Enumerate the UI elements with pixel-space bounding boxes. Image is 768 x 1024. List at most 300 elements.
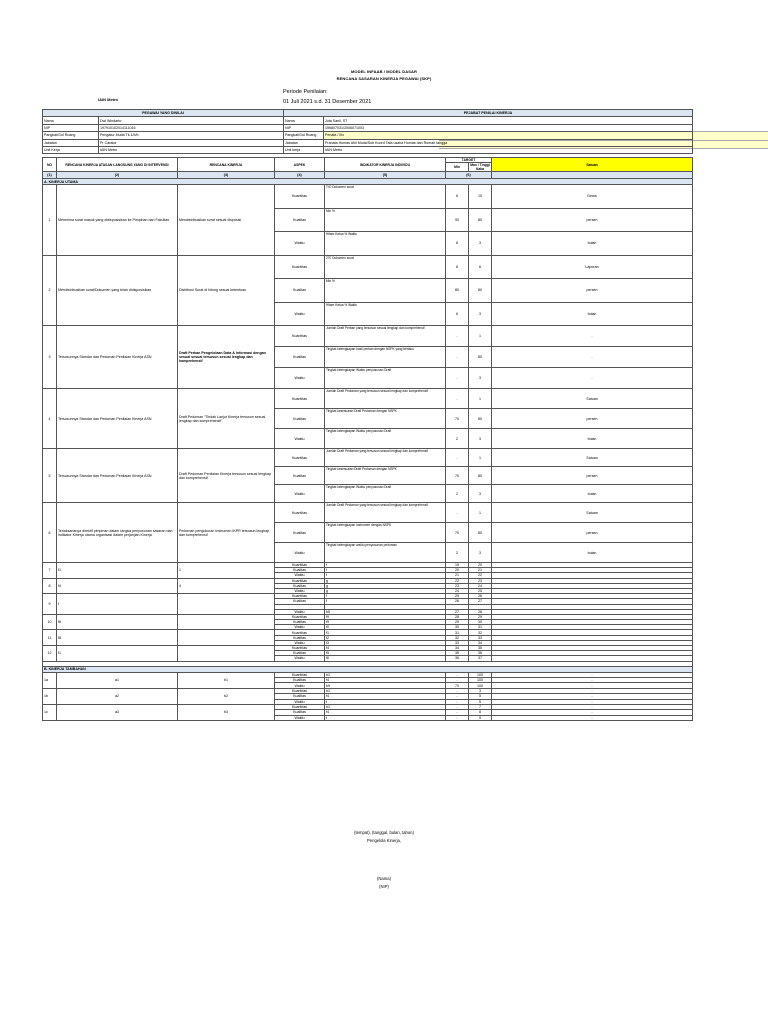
unit: persen bbox=[492, 467, 693, 485]
appraiser-field-label: Pangkat/Gol Ruang bbox=[284, 132, 324, 139]
row-number: 9 bbox=[43, 594, 57, 615]
target-max: 26 bbox=[469, 594, 492, 599]
appraiser-field-value: IAIN Metro bbox=[324, 146, 693, 153]
unit: bulan bbox=[492, 485, 693, 503]
target-min: - bbox=[446, 389, 469, 409]
target-min: 6 bbox=[446, 255, 469, 279]
appraisee-field-value: Pr Caraka bbox=[99, 139, 284, 146]
target-min: - bbox=[446, 449, 469, 467]
atasan-plan: a2 bbox=[57, 688, 178, 704]
col-rk-atasan: RENCANA KINERJA ATASAN LANGSUNG YANG DI INTERVENSI bbox=[57, 158, 178, 172]
aspect: Kualitas bbox=[275, 208, 325, 232]
atasan-plan: f bbox=[57, 594, 178, 615]
row-number: 1b bbox=[43, 688, 57, 704]
period-value: 01 Juli 2021 s.d. 31 Desember 2021 bbox=[283, 99, 372, 105]
col-target: TARGET bbox=[446, 158, 492, 163]
unit: Satuan bbox=[492, 503, 693, 523]
indicator: Tingkat kelengkapan Waktu penyusunan Draft bbox=[325, 368, 446, 389]
target-max: 80 bbox=[469, 409, 492, 429]
indicator: b1 bbox=[325, 704, 446, 709]
section-kinerja-utama: A. KINERJA UTAMA bbox=[43, 179, 693, 185]
target-min: 34 bbox=[446, 646, 469, 651]
indicator: f bbox=[325, 699, 446, 704]
indicator: b1 bbox=[325, 672, 446, 677]
indicator: f bbox=[325, 568, 446, 573]
atasan-plan: Terlaksananya direktif pimpinan dalam rangka penyusunan sasaran dan indikator Kinerja utama organisasi dalam perjanjian Kinerja bbox=[57, 503, 178, 563]
col-indikator: INDIKATOR KINERJA INDIVIDU bbox=[325, 158, 446, 172]
appraiser-title: PEJABAT PENILAI KINERJA bbox=[284, 110, 693, 117]
target-max: 27 bbox=[469, 599, 492, 604]
indicator: Tingkat kelengkapan waktu penyusunan pedoman bbox=[325, 543, 446, 563]
target-min: 6 bbox=[446, 232, 469, 256]
indicator: Tingkat kesesuaian Draft Pedoman dengan NSPK bbox=[325, 409, 446, 429]
target-min: 26 bbox=[446, 599, 469, 604]
indicator: Tingkat kelengkapan instrumen dengan NSPK bbox=[325, 523, 446, 543]
row-number: 12 bbox=[43, 646, 57, 662]
aspect: Waktu bbox=[275, 429, 325, 449]
identity-row bbox=[43, 146, 693, 153]
target-max: 80 bbox=[469, 279, 492, 303]
target-min: - bbox=[446, 704, 469, 709]
target-min: 28 bbox=[446, 614, 469, 619]
row-number: 11 bbox=[43, 630, 57, 646]
target-max: 100 bbox=[469, 683, 492, 688]
target-max: 30 bbox=[469, 620, 492, 625]
table-row bbox=[43, 389, 693, 409]
aspect: Kualitas bbox=[275, 279, 325, 303]
indicator: f bbox=[325, 573, 446, 578]
target-min: 19 bbox=[446, 563, 469, 568]
indicator: f bbox=[325, 715, 446, 720]
target-max: 3 bbox=[469, 485, 492, 503]
target-min: - bbox=[446, 368, 469, 389]
unit: - bbox=[492, 699, 693, 704]
unit: - bbox=[492, 688, 693, 693]
indicator: Tingkat kelengkapan Waktu penyusunan Draft bbox=[325, 485, 446, 503]
unit: persen bbox=[492, 523, 693, 543]
target-max: 3 bbox=[469, 543, 492, 563]
aspect: Kualitas bbox=[275, 583, 325, 588]
target-min: - bbox=[446, 688, 469, 693]
target-max: 80 bbox=[469, 208, 492, 232]
target-min: - bbox=[446, 672, 469, 677]
aspect: Kuantitas bbox=[275, 594, 325, 599]
row-number: 1c bbox=[43, 704, 57, 720]
target-min: 80 bbox=[446, 279, 469, 303]
unit: - bbox=[492, 672, 693, 677]
table-row bbox=[43, 503, 693, 523]
aspect: Kualitas bbox=[275, 568, 325, 573]
appraiser-field-label: Nama bbox=[284, 117, 324, 124]
target-max: 5 bbox=[469, 694, 492, 699]
period-label: Periode Penilaian: bbox=[283, 89, 328, 95]
indicator: f9 bbox=[325, 614, 446, 619]
target-min: 2 bbox=[446, 485, 469, 503]
atasan-plan: Tersusunnya Standar dan Pedoman Penilaian Kinerja ASN bbox=[57, 389, 178, 449]
row-number: 7 bbox=[43, 563, 57, 579]
indicator: f0 bbox=[325, 625, 446, 630]
indicator: Min % bbox=[325, 279, 446, 303]
aspect: Waktu bbox=[275, 573, 325, 578]
target-min: 32 bbox=[446, 635, 469, 640]
aspect: Kualitas bbox=[275, 710, 325, 715]
row-number: 8 bbox=[43, 578, 57, 594]
target-min: 33 bbox=[446, 640, 469, 645]
target-max: 5 bbox=[469, 699, 492, 704]
appraisee-title: PEGAWAI YANG DINILAI bbox=[43, 110, 284, 117]
indicator: b9 bbox=[325, 683, 446, 688]
aspect: Kuantitas bbox=[275, 389, 325, 409]
aspect: Kualitas bbox=[275, 635, 325, 640]
row-number: 4 bbox=[43, 389, 57, 449]
aspect: Kuantitas bbox=[275, 630, 325, 635]
unit: - bbox=[492, 368, 693, 389]
indicator: b1 bbox=[325, 688, 446, 693]
col-satuan: Satuan bbox=[492, 158, 693, 172]
section-kinerja-tambahan: B. KINERJA TAMBAHAN bbox=[43, 666, 693, 672]
skp-table bbox=[42, 157, 693, 721]
indicator: Jumlah Draft Pedoman yang tersusun sesuai lengkap dan komprehensif bbox=[325, 449, 446, 467]
aspect: Waktu bbox=[275, 683, 325, 688]
unit: Satuan bbox=[492, 389, 693, 409]
target-max: 3 bbox=[469, 688, 492, 693]
indicator: f5 bbox=[325, 651, 446, 656]
row-number: 1 bbox=[43, 185, 57, 256]
unit: persen bbox=[492, 279, 693, 303]
target-min: 20 bbox=[446, 568, 469, 573]
unit: Dewa bbox=[492, 185, 693, 209]
indicator: Jumlah Draft Pedoman yang tersusun sesuai lengkap dan komprehensif bbox=[325, 503, 446, 523]
appraisee-field-label: Pangkat/Gol Ruang bbox=[43, 132, 99, 139]
target-min: 90 bbox=[446, 208, 469, 232]
aspect: Kuantitas bbox=[275, 449, 325, 467]
col-number: (1) bbox=[43, 172, 57, 179]
appraisee-field-label: NIP bbox=[43, 124, 99, 131]
target-max: 31 bbox=[469, 625, 492, 630]
aspect: Kualitas bbox=[275, 651, 325, 656]
performance-plan: Pedoman pengukuran Instrumen IKPR tersusun lengkap dan komprehensif bbox=[178, 503, 275, 563]
indicator: g bbox=[325, 583, 446, 588]
signature-role: Pengelola Kinerja, bbox=[367, 838, 401, 843]
target-min: 27 bbox=[446, 609, 469, 614]
appraisee-field-value: Dwi Windarto bbox=[99, 117, 284, 124]
indicator: g bbox=[325, 588, 446, 593]
atasan-plan: a1 bbox=[57, 672, 178, 688]
target-max: 33 bbox=[469, 635, 492, 640]
unit: bulan bbox=[492, 232, 693, 256]
table-row bbox=[43, 255, 693, 279]
aspect: Kuantitas bbox=[275, 578, 325, 583]
col-number: (2) bbox=[57, 172, 178, 179]
unit: persen bbox=[492, 208, 693, 232]
atasan-plan: f1 bbox=[57, 646, 178, 662]
performance-plan: Distribusi Surat di hitung sesuai ketentuan bbox=[178, 255, 275, 326]
target-max: 24 bbox=[469, 583, 492, 588]
unit: - bbox=[492, 710, 693, 715]
target-max: 6 bbox=[469, 255, 492, 279]
atasan-plan: Tersusunnya Standar dan Pedoman Penilaian Kinerja ASN bbox=[57, 326, 178, 389]
target-min: 24 bbox=[446, 588, 469, 593]
appraisee-field-label: Nama bbox=[43, 117, 99, 124]
indicator: b5 bbox=[325, 609, 446, 614]
target-min: 35 bbox=[446, 651, 469, 656]
unit: - bbox=[492, 326, 693, 347]
unit: - bbox=[492, 704, 693, 709]
target-max: 100 bbox=[469, 677, 492, 682]
col-no: NO bbox=[43, 158, 57, 172]
performance-plan bbox=[178, 614, 275, 630]
appraisee-field-label: Jabatan bbox=[43, 139, 99, 146]
aspect: Kuantitas bbox=[275, 614, 325, 619]
target-max: 32 bbox=[469, 630, 492, 635]
aspect: Waktu bbox=[275, 715, 325, 720]
indicator: f4 bbox=[325, 677, 446, 682]
target-min: 25 bbox=[446, 594, 469, 599]
aspect: Kuantitas bbox=[275, 646, 325, 651]
target-min: - bbox=[446, 503, 469, 523]
table-row bbox=[43, 449, 693, 467]
target-min: - bbox=[446, 710, 469, 715]
aspect: Kualitas bbox=[275, 620, 325, 625]
aspect: Waktu bbox=[275, 232, 325, 256]
col-number: (5) bbox=[325, 172, 446, 179]
aspect: Kuantitas bbox=[275, 185, 325, 209]
col-number: (3) bbox=[178, 172, 275, 179]
indicator: g bbox=[325, 578, 446, 583]
target-min: 36 bbox=[446, 656, 469, 661]
col-min: Min bbox=[446, 163, 469, 172]
target-max: 20 bbox=[469, 563, 492, 568]
unit: bulan bbox=[492, 302, 693, 326]
target-min: 70 bbox=[446, 409, 469, 429]
table-row bbox=[43, 326, 693, 347]
aspect: Kuantitas bbox=[275, 255, 325, 279]
target-min: 22 bbox=[446, 578, 469, 583]
aspect: Kualitas bbox=[275, 599, 325, 604]
target-min: 70 bbox=[446, 523, 469, 543]
aspect: Kualitas bbox=[275, 347, 325, 368]
appraiser-field-value: Pranata Humas Ahli Muda/Sub Koord Tata usaha Humas dan Rumah tangga bbox=[324, 139, 693, 146]
target-max: 9 bbox=[469, 715, 492, 720]
aspect: Waktu bbox=[275, 609, 325, 614]
appraiser-field-label: Unit kerja bbox=[284, 146, 324, 153]
aspect: Kualitas bbox=[275, 467, 325, 485]
row-number: 2 bbox=[43, 255, 57, 326]
aspect: Waktu bbox=[275, 368, 325, 389]
unit: - bbox=[492, 347, 693, 368]
appraiser-field-value: 196807031/2006071003 bbox=[324, 124, 693, 131]
target-max: 1 bbox=[469, 503, 492, 523]
appraisee-field-value: Pengatur Muda Tk.1/II/b bbox=[99, 132, 284, 139]
performance-plan bbox=[178, 594, 275, 615]
appraiser-field-value: Penata / IIIc bbox=[324, 132, 693, 139]
identity-row bbox=[43, 139, 693, 146]
target-min: 29 bbox=[446, 620, 469, 625]
indicator: f2 bbox=[325, 635, 446, 640]
aspect: Kuantitas bbox=[275, 503, 325, 523]
appraiser-field-label: NIP bbox=[284, 124, 324, 131]
target-max: 37 bbox=[469, 656, 492, 661]
atasan-plan: Mendistribusikan surat/Dokumen yang telah didisposisikan bbox=[57, 255, 178, 326]
aspect: Kuantitas bbox=[275, 563, 325, 568]
appraiser-field-value: Juta Sanil, ST bbox=[324, 117, 693, 124]
aspect: Kuantitas bbox=[275, 326, 325, 347]
target-max: 80 bbox=[469, 347, 492, 368]
appraisee-field-value: IAIN Metro bbox=[99, 146, 284, 153]
signature-place-date: (tempat), (tanggal, bulan, tahun) bbox=[354, 830, 414, 835]
performance-plan: 1 bbox=[178, 563, 275, 579]
target-max: 1 bbox=[469, 389, 492, 409]
indicator: f3 bbox=[325, 640, 446, 645]
target-max: 1 bbox=[469, 449, 492, 467]
target-max: 3 bbox=[469, 368, 492, 389]
indicator: Tingkat kelengkapan hasil perban dengan NSPK yang berlaku bbox=[325, 347, 446, 368]
atasan-plan: Menerima surat masuk yang didisposisikan ke Pimpinan dan Fakultas bbox=[57, 185, 178, 256]
target-max: 3 bbox=[469, 429, 492, 449]
unit: - bbox=[492, 683, 693, 688]
atasan-plan: a3 bbox=[57, 704, 178, 720]
performance-plan bbox=[178, 630, 275, 646]
indicator: Min % bbox=[325, 208, 446, 232]
institution-name: IAIN Metro bbox=[98, 97, 118, 102]
target-max: 80 bbox=[469, 467, 492, 485]
target-max: 22 bbox=[469, 573, 492, 578]
target-max: 3 bbox=[469, 302, 492, 326]
target-max: 10 bbox=[469, 185, 492, 209]
target-min: 30 bbox=[446, 625, 469, 630]
indicator: f bbox=[325, 563, 446, 568]
table-row bbox=[43, 185, 693, 209]
indicator: f bbox=[325, 594, 446, 599]
aspect: Waktu bbox=[275, 588, 325, 593]
aspect: Waktu bbox=[275, 485, 325, 503]
atasan-plan: f4 bbox=[57, 578, 178, 594]
target-min: - bbox=[446, 699, 469, 704]
target-min: - bbox=[446, 677, 469, 682]
target-max: 1 bbox=[469, 326, 492, 347]
indicator: f4 bbox=[325, 694, 446, 699]
target-min: 6 bbox=[446, 185, 469, 209]
col-number: (6) bbox=[446, 172, 492, 179]
target-min: - bbox=[446, 715, 469, 720]
row-number: 6 bbox=[43, 503, 57, 563]
indicator: f9 bbox=[325, 620, 446, 625]
unit: - bbox=[492, 694, 693, 699]
performance-plan: Draft Perkan Pengelolaan Data & Informasi dengan sesuai sesuai tersusun sesuai lengkap dan komprehensif bbox=[178, 326, 275, 389]
col-rk: RENCANA KINERJA bbox=[178, 158, 275, 172]
target-min: 2 bbox=[446, 429, 469, 449]
unit: persen bbox=[492, 409, 693, 429]
indicator: f bbox=[325, 599, 446, 604]
target-min: - bbox=[446, 694, 469, 699]
appraiser-field-label: Jabatan bbox=[284, 139, 324, 146]
aspect: Kualitas bbox=[275, 523, 325, 543]
row-number: 5 bbox=[43, 449, 57, 503]
target-min: 23 bbox=[446, 583, 469, 588]
col-aspek: ASPEK bbox=[275, 158, 325, 172]
aspect: Waktu bbox=[275, 656, 325, 661]
performance-plan: Draft Pedoman Penilaian Kinerja tersusun sesuai lengkap dan komprehensif bbox=[178, 449, 275, 503]
document-title: MODEL INFAAB / MODEL DASAR bbox=[350, 69, 417, 74]
indicator: Jumlah Draft Pedoman yang tersusun sesuai lengkap dan komprehensif bbox=[325, 389, 446, 409]
row-number: 10 bbox=[43, 614, 57, 630]
unit: - bbox=[492, 715, 693, 720]
aspect: Kuantitas bbox=[275, 688, 325, 693]
aspect: Kuantitas bbox=[275, 704, 325, 709]
col-number-blank bbox=[492, 172, 693, 179]
target-min: 2 bbox=[446, 543, 469, 563]
indicator: Tingkat kelengkapan Waktu penyusunan Draft bbox=[325, 429, 446, 449]
atasan-plan: Tersusunnya Standar dan Pedoman Penilaian Kinerja ASN bbox=[57, 449, 178, 503]
target-max: 25 bbox=[469, 588, 492, 593]
performance-plan: b3 bbox=[178, 704, 275, 720]
target-min: 6 bbox=[446, 302, 469, 326]
unit: bulan bbox=[492, 429, 693, 449]
atasan-plan: f6 bbox=[57, 614, 178, 630]
atasan-plan: f1 bbox=[57, 563, 178, 579]
unit: Satuan bbox=[492, 449, 693, 467]
indicator: f4 bbox=[325, 710, 446, 715]
identity-row bbox=[43, 117, 693, 124]
aspect: Waktu bbox=[275, 640, 325, 645]
target-max: 80 bbox=[469, 523, 492, 543]
row-number: 1a bbox=[43, 672, 57, 688]
aspect: Waktu bbox=[275, 543, 325, 563]
col-max: Max / Tinggi Kaka bbox=[470, 163, 490, 171]
indicator: f6 bbox=[325, 656, 446, 661]
performance-plan bbox=[178, 646, 275, 662]
aspect: Kualitas bbox=[275, 694, 325, 699]
target-max: 35 bbox=[469, 646, 492, 651]
aspect: Kualitas bbox=[275, 409, 325, 429]
target-min: 21 bbox=[446, 573, 469, 578]
target-min: 70 bbox=[446, 683, 469, 688]
target-max: 21 bbox=[469, 568, 492, 573]
aspect: Kuantitas bbox=[275, 672, 325, 677]
identity-row bbox=[43, 124, 693, 131]
unit: Laporan bbox=[492, 255, 693, 279]
indicator: f4 bbox=[325, 646, 446, 651]
appraisee-field-value: 197910102014111016 bbox=[99, 124, 284, 131]
target-max: 100 bbox=[469, 672, 492, 677]
aspect: Waktu bbox=[275, 699, 325, 704]
target-max: 34 bbox=[469, 640, 492, 645]
signature-nip: (NIP) bbox=[379, 884, 389, 889]
target-max: 23 bbox=[469, 578, 492, 583]
indicator: Tingkat kesesuaian Draft Pedoman dengan NSPK bbox=[325, 467, 446, 485]
aspect: Waktu bbox=[275, 625, 325, 630]
identity-table bbox=[42, 109, 693, 154]
indicator: Hitam Ketua % Waktu bbox=[325, 302, 446, 326]
target-min: 70 bbox=[446, 467, 469, 485]
aspect: Kualitas bbox=[275, 677, 325, 682]
performance-plan: b1 bbox=[178, 672, 275, 688]
performance-plan: Mendistribusikan surat sesuai disposisi bbox=[178, 185, 275, 256]
row-number: 3 bbox=[43, 326, 57, 389]
indicator: Hitam Ketua % Waktu bbox=[325, 232, 446, 256]
indicator: Jumlah Draft Perban yang tersusun sesuai lengkap dan komprehensif bbox=[325, 326, 446, 347]
target-max: 36 bbox=[469, 651, 492, 656]
target-max: 3 bbox=[469, 232, 492, 256]
appraisee-field-label: Unit Kerja bbox=[43, 146, 99, 153]
col-number: (4) bbox=[275, 172, 325, 179]
target-min: - bbox=[446, 347, 469, 368]
indicator: f1 bbox=[325, 630, 446, 635]
performance-plan: Draft Pedoman "Tindak Lanjut Kinerja tersusun sesuai lengkap dan komprehensif" bbox=[178, 389, 275, 449]
aspect: Waktu bbox=[275, 302, 325, 326]
document-subtitle: RENCANA SASARAN KINERJA PEGAWAI (SKP) bbox=[336, 76, 432, 81]
target-max: 28 bbox=[469, 609, 492, 614]
